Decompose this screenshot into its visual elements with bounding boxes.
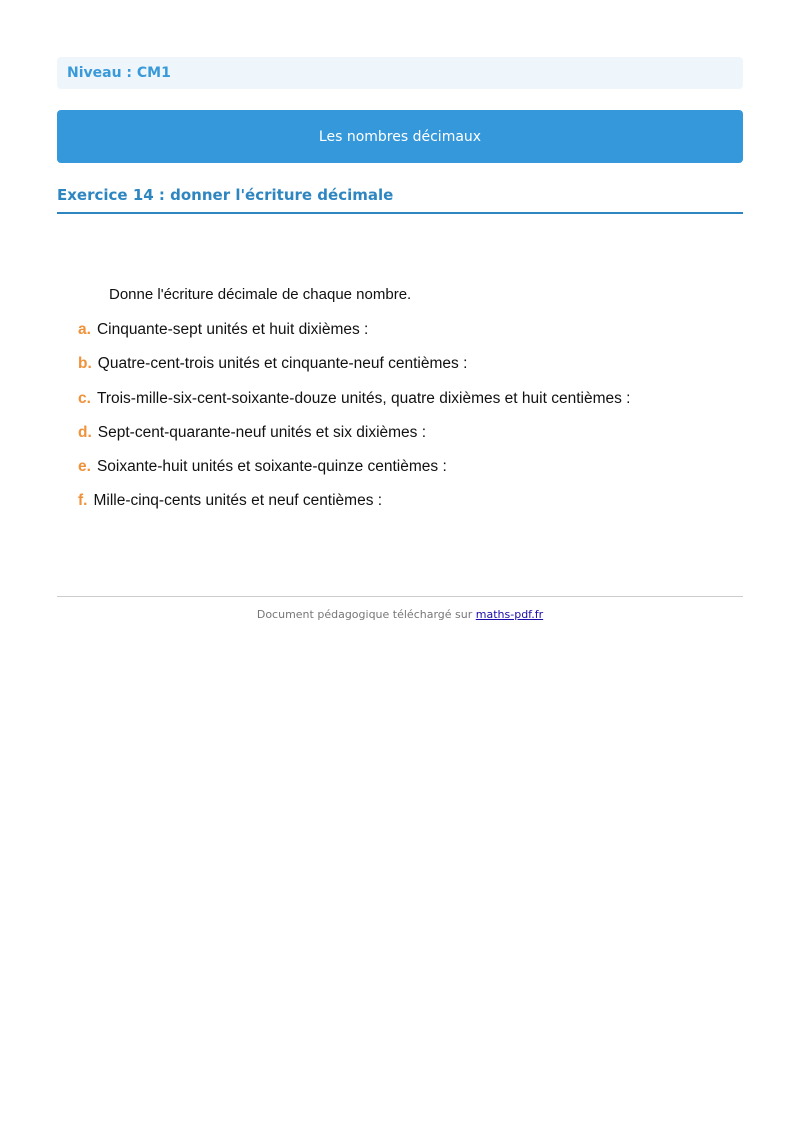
- item-text: Sept-cent-quarante-neuf unités et six dixièmes :: [97, 423, 427, 441]
- item-letter: e.: [78, 458, 91, 476]
- item-letter: f.: [78, 492, 88, 510]
- item-letter: c.: [78, 389, 91, 407]
- footer: [0, 608, 800, 621]
- level-bar: [57, 57, 743, 89]
- item-text: Cinquante-sept unités et huit dixièmes :: [96, 321, 369, 338]
- exercise-heading: [57, 184, 743, 214]
- exercise-title: Exercice 14 : donner l'écriture décimale: [57, 186, 394, 204]
- title-banner: [57, 110, 743, 163]
- item-text: Soixante-huit unités et soixante-quinze centièmes :: [96, 458, 447, 476]
- exercise-item-e: [78, 457, 630, 491]
- page-title: Les nombres décimaux: [318, 128, 482, 145]
- item-letter: b.: [78, 355, 92, 373]
- level-label: Niveau : CM1: [67, 65, 171, 81]
- exercise-items: [78, 320, 630, 526]
- item-letter: d.: [78, 423, 92, 441]
- item-text: Mille-cinq-cents unités et neuf centièmes :: [93, 492, 383, 510]
- item-text: Trois-mille-six-cent-soixante-douze unités, quatre dixièmes et huit centièmes :: [96, 389, 631, 407]
- exercise-item-c: [78, 389, 630, 423]
- exercise-instruction: Donne l'écriture décimale de chaque nombre.: [109, 286, 412, 303]
- item-letter: a.: [78, 321, 91, 338]
- exercise-item-f: [78, 491, 630, 525]
- footer-divider: [57, 596, 743, 597]
- footer-text: Document pédagogique téléchargé sur: [256, 608, 473, 621]
- item-text: Quatre-cent-trois unités et cinquante-neuf centièmes :: [97, 355, 468, 373]
- footer-link[interactable]: maths-pdf.fr: [475, 608, 544, 621]
- exercise-item-b: [78, 354, 630, 388]
- exercise-item-a: [78, 320, 630, 354]
- exercise-item-d: [78, 423, 630, 457]
